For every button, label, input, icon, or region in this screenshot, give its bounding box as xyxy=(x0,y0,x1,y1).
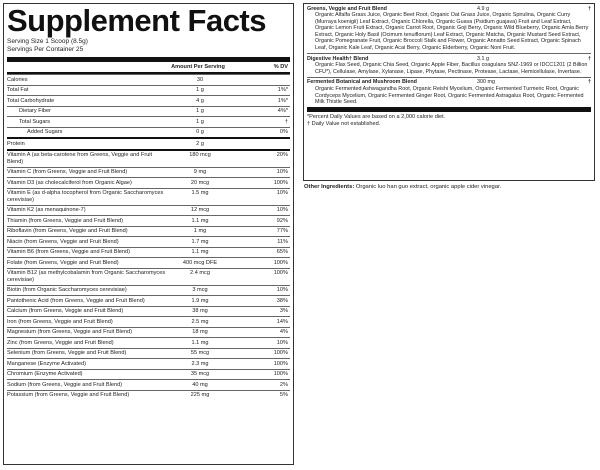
table-row xyxy=(7,167,290,178)
nutrient-list xyxy=(7,74,290,400)
other-ingredients xyxy=(304,184,594,191)
nutrient-amount: 38 mg xyxy=(192,308,208,314)
nutrient-name: Total Carbohydrate xyxy=(7,97,55,104)
blend-name: Digestive Health† Blend xyxy=(307,55,369,62)
nutrient-amount: 1.9 mg xyxy=(191,297,209,304)
blend-dv: † xyxy=(588,79,591,86)
nutrient-dv: 11% xyxy=(277,238,288,245)
nutrient-name: Sodium (from Greens, Veggie and Fruit Blend) xyxy=(7,381,123,388)
nutrient-name: Thiamin (from Greens, Veggie and Fruit Blend) xyxy=(7,217,123,224)
table-row xyxy=(7,127,290,138)
blend-ingredients: Organic Fermented Ashwagandha Root, Organic Reishi Mycelium, Organic Fermented Turmeric Root, Organic Cordyceps Mycelium, Organic Fermented Ginger Root, Organic Fermented Astragalus Root, Organic Fermented Milk Thistle Seed. xyxy=(315,86,584,106)
nutrient-amount: 18 mg xyxy=(192,329,208,335)
nutrient-name: Potassium (from Greens, Veggie and Fruit Blend) xyxy=(7,392,130,398)
nutrient-amount: 225 mg xyxy=(190,392,210,398)
nutrient-dv: 10% xyxy=(276,190,288,196)
table-row xyxy=(7,358,290,369)
nutrient-dv: 65% xyxy=(276,249,288,255)
nutrient-dv: 10% xyxy=(276,287,288,293)
nutrient-name: Vitamin C (from Greens, Veggie and Fruit Blend) xyxy=(7,169,128,175)
amount-header: Amount Per Serving xyxy=(171,64,225,70)
nutrient-dv: 92% xyxy=(276,217,288,224)
table-row xyxy=(7,285,290,296)
nutrient-dv xyxy=(231,141,290,148)
nutrient-name: Vitamin A (as beta-carotene from Greens, Veggie and Fruit Blend) xyxy=(7,152,153,165)
table-row xyxy=(7,188,290,205)
nutrient-dv: 10% xyxy=(276,207,288,213)
table-row xyxy=(7,369,290,380)
nutrient-name: Protein xyxy=(7,140,25,147)
nutrient-dv: 10% xyxy=(276,169,288,175)
blend-amount: 300 mg xyxy=(477,79,495,86)
table-row xyxy=(7,327,290,338)
nutrient-dv: 1%* xyxy=(277,97,288,104)
table-row xyxy=(7,348,290,359)
blend-name: Fermented Botanical and Mushroom Blend xyxy=(307,79,417,86)
table-row xyxy=(7,106,290,117)
nutrient-name: Manganese (Enzyme Activated) xyxy=(7,360,86,367)
nutrient-amount: 40 mg xyxy=(192,381,208,388)
nutrient-dv: 10% xyxy=(276,339,288,346)
nutrient-name: Vitamin B12 (as methylcobalamin from Organic Saccharomyces cerevisiae) xyxy=(7,270,166,283)
nutrient-amount: 400 mcg DFE xyxy=(182,259,218,266)
nutrient-name: Total Sugars xyxy=(19,118,51,125)
table-row xyxy=(7,306,290,317)
nutrient-amount: 4 g xyxy=(196,97,204,104)
nutrient-dv: 1%* xyxy=(277,87,288,93)
blend-panel xyxy=(303,3,595,181)
nutrient-dv: 100% xyxy=(273,360,288,367)
nutrient-dv: 0% xyxy=(279,129,288,135)
nutrient-name: Added Sugars xyxy=(27,129,63,135)
nutrient-dv: 100% xyxy=(273,270,288,276)
blend-list xyxy=(307,4,591,107)
nutrient-dv: 4%* xyxy=(277,108,288,114)
table-row xyxy=(7,390,290,401)
nutrient-amount: 1 g xyxy=(196,118,204,125)
table-row xyxy=(7,95,290,106)
nutrient-dv: 4% xyxy=(279,329,288,335)
table-row xyxy=(7,137,290,149)
nutrient-dv: 100% xyxy=(273,350,288,356)
nutrient-amount: 1.1 mg xyxy=(191,249,209,255)
nutrient-dv: 100% xyxy=(273,259,288,266)
blend-item xyxy=(307,4,591,53)
table-row xyxy=(7,295,290,306)
table-row xyxy=(7,268,290,285)
nutrient-amount: 3 mcg xyxy=(192,287,208,293)
table-row xyxy=(7,149,290,167)
blend-dv: † xyxy=(588,5,591,12)
table-row xyxy=(7,247,290,258)
nutrient-amount: 0 g xyxy=(196,129,204,135)
nutrient-amount: 1 mg xyxy=(193,228,207,234)
nutrient-amount: 12 mcg xyxy=(190,207,210,213)
nutrient-name: Vitamin E (as d-alpha tocopherol from Organic Saccharomyces cerevisiae) xyxy=(7,190,164,203)
table-row xyxy=(7,74,290,85)
table-header xyxy=(7,62,290,72)
table-row xyxy=(7,316,290,327)
nutrient-amount: 180 mcg xyxy=(189,152,211,158)
nutrient-amount: 1.1 mg xyxy=(191,339,209,346)
nutrient-amount: 55 mcg xyxy=(190,350,210,356)
nutrient-amount: 2.3 mg xyxy=(191,360,209,367)
nutrient-name: Vitamin B6 (from Greens, Veggie and Fruit Blend) xyxy=(7,249,131,255)
nutrient-name: Vitamin K2 (as menaquinone-7) xyxy=(7,207,86,213)
table-row xyxy=(7,215,290,226)
nutrient-name: Biotin (from Organic Saccharomyces cerevisiae) xyxy=(7,287,127,293)
nutrient-dv: 100% xyxy=(273,371,288,377)
nutrient-dv: 38% xyxy=(276,297,288,304)
serving-size: Serving Size 1 Scoop (8.5g) xyxy=(7,38,88,45)
nutrient-amount: 2.4 mcg xyxy=(190,270,210,276)
nutrient-name: Selenium (from Greens, Veggie and Fruit Blend) xyxy=(7,350,127,356)
nutrient-dv: 20% xyxy=(276,152,288,158)
panel-title: Supplement Facts xyxy=(7,3,266,38)
nutrient-amount: 2 g xyxy=(196,140,204,147)
nutrient-amount: 2.5 mg xyxy=(191,318,209,325)
table-row xyxy=(7,85,290,96)
nutrient-name: Pantothenic Acid (from Greens, Veggie and Fruit Blend) xyxy=(7,297,145,304)
nutrient-name: Magnesium (from Greens, Veggie and Fruit Blend) xyxy=(7,329,132,335)
footnote-dv: *Percent Daily Values are based on a 2,000 calorie diet. xyxy=(307,114,446,121)
nutrient-name: Riboflavin (from Greens, Veggie and Fruit Blend) xyxy=(7,228,128,234)
blend-amount: 4.9 g xyxy=(477,5,489,12)
nutrient-amount: 35 mcg xyxy=(190,371,210,377)
blend-amount: 3.1 g xyxy=(477,55,489,62)
table-row xyxy=(7,116,290,127)
nutrient-dv: 2% xyxy=(279,381,288,388)
blend-ingredients: Organic Flax Seed, Organic Chia Seed, Organic Apple Fiber, Bacillus coagulans SNZ-1969 or IDCC1201 (2 Billion CFU*), Cellulase, Amylase, Xylanase, Lipase, Phytase, Pectinase, Protease, Lactase, Hemicellulase, Invertase. xyxy=(315,62,588,75)
footnote-not-established: † Daily Value not established. xyxy=(307,121,381,128)
nutrient-name: Niacin (from Greens, Veggie and Fruit Blend) xyxy=(7,238,119,245)
blend-ingredients: Organic Alfalfa Grass Juice, Organic Beet Root, Organic Oat Grass Juice, Organic Spirulina, Organic Curry (Murraya koenigii) Leaf Extract, Organic Chlorella, Organic Guava (Psidium guajava) Fruit and Leaf Extract, Organic Lemon Fruit Extract, Organic Carrot Root, Organic Goji Berry, Organic Wild Blueberry, Organic Amla Berry Extract, Organic Holy Basil (Ocimum tenuiflorum) Leaf Extract, Organic Matcha, Organic Mustard Seed Extract, Organic Pomegranate Fruit, Organic Broccoli Stalk and Flower, Organic Annatto Seed Extract, Organic Spinach Leaf, Organic Kale Leaf, Organic Acai Berry, Organic Elderberry, Organic Noni Fruit. xyxy=(315,12,589,52)
nutrient-name: Folate (from Greens, Veggie and Fruit Blend) xyxy=(7,259,119,266)
nutrient-name: Chromium (Enzyme Activated) xyxy=(7,371,83,377)
nutrient-dv: 14% xyxy=(276,318,288,325)
table-row xyxy=(7,257,290,268)
blend-item xyxy=(307,77,591,107)
dv-header: % DV xyxy=(273,64,288,70)
nutrient-dv xyxy=(231,77,290,84)
supplement-facts-panel xyxy=(3,3,294,465)
nutrient-name: Total Fat xyxy=(7,87,29,93)
nutrient-amount: 20 mcg xyxy=(190,179,210,186)
servings-per-container: Servings Per Container 25 xyxy=(7,46,84,53)
nutrient-amount: 30 xyxy=(196,76,204,83)
footnotes xyxy=(307,112,591,128)
other-ingredients-label: Other Ingredients: xyxy=(304,184,355,190)
nutrient-name: Dietary Fiber xyxy=(19,108,52,114)
table-row xyxy=(7,205,290,216)
nutrient-name: Calories xyxy=(7,76,28,83)
nutrient-amount: 1.5 mg xyxy=(191,190,209,196)
table-row xyxy=(7,337,290,348)
other-ingredients-text: Organic luo han guo extract, organic apple cider vinegar. xyxy=(355,184,502,190)
nutrient-dv: 5% xyxy=(279,392,288,398)
blend-item xyxy=(307,53,591,77)
nutrient-amount: 1 g xyxy=(196,87,204,93)
nutrient-name: Calcium (from Greens, Veggie and Fruit Blend) xyxy=(7,308,124,314)
table-row xyxy=(7,226,290,237)
nutrient-name: Iron (from Greens, Veggie and Fruit Blend) xyxy=(7,318,113,325)
table-row xyxy=(7,177,290,188)
table-row xyxy=(7,379,290,390)
table-row xyxy=(7,236,290,247)
blend-name: Greens, Veggie and Fruit Blend xyxy=(307,5,387,12)
nutrient-name: Zinc (from Greens, Veggie and Fruit Blend) xyxy=(7,339,114,346)
nutrient-dv: † xyxy=(284,118,288,125)
blend-dv: † xyxy=(588,55,591,62)
nutrient-amount: 9 mg xyxy=(193,169,207,175)
nutrient-dv: 100% xyxy=(273,179,288,186)
nutrient-name: Vitamin D3 (as cholecalciferol from Organic Algae) xyxy=(7,179,132,186)
nutrient-amount: 1 g xyxy=(196,108,204,114)
nutrient-amount: 1.1 mg xyxy=(191,217,209,224)
nutrient-dv: 77% xyxy=(276,228,288,234)
nutrient-dv: 3% xyxy=(279,308,288,314)
nutrient-amount: 1.7 mg xyxy=(191,238,209,245)
